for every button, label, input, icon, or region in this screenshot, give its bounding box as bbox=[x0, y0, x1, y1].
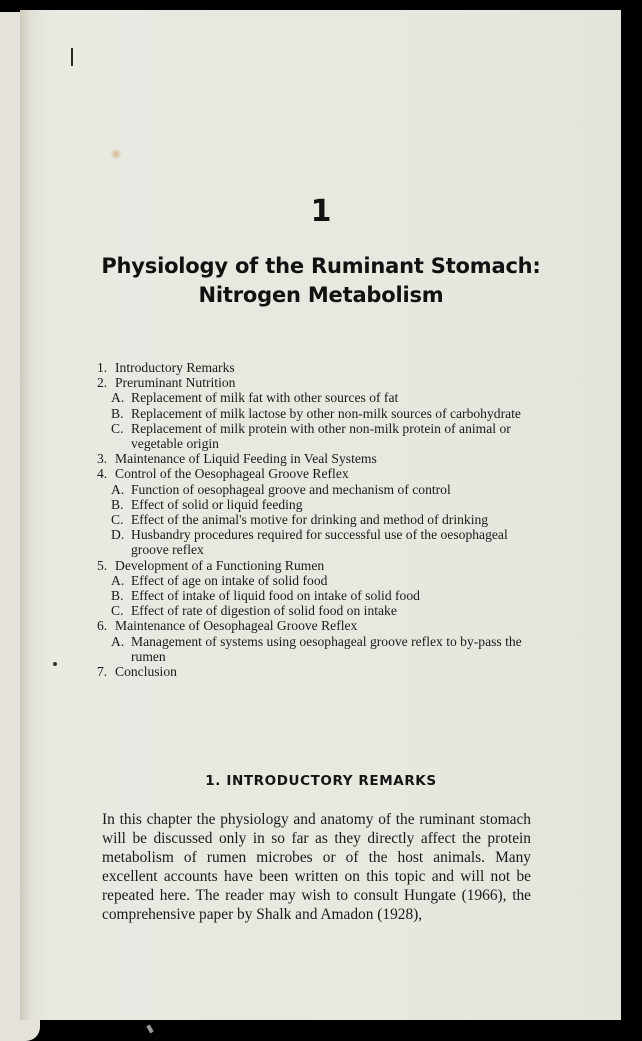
chapter-contents-list bbox=[97, 360, 537, 679]
chapter-title-line1: Physiology of the Ruminant Stomach: bbox=[101, 254, 541, 278]
contents-sub-text: Effect of rate of digestion of solid food on intake bbox=[131, 603, 397, 619]
contents-text: Introductory Remarks bbox=[115, 360, 235, 375]
contents-subentry bbox=[97, 390, 537, 405]
contents-number: 4. bbox=[97, 466, 108, 482]
contents-text: Maintenance of Liquid Feeding in Veal Systems bbox=[115, 451, 377, 467]
contents-subentry bbox=[97, 527, 537, 557]
contents-sub-text: Replacement of milk fat with other sources of fat bbox=[131, 390, 399, 406]
contents-number: 5. bbox=[97, 557, 108, 573]
contents-text: Control of the Oesophageal Groove Reflex bbox=[115, 466, 349, 482]
contents-sub-text: Effect of intake of liquid food on intake of solid food bbox=[131, 588, 420, 604]
contents-entry bbox=[97, 664, 537, 679]
contents-item bbox=[97, 360, 537, 375]
contents-item bbox=[97, 664, 537, 679]
contents-sub-text: Function of oesophageal groove and mechanism of control bbox=[131, 481, 451, 497]
contents-subentry bbox=[97, 421, 537, 451]
contents-subentry bbox=[97, 512, 537, 527]
contents-number: 1. bbox=[97, 360, 108, 375]
contents-text: Conclusion bbox=[115, 664, 177, 680]
contents-entry bbox=[97, 618, 537, 633]
contents-sub-letter: C. bbox=[111, 603, 124, 619]
contents-number: 2. bbox=[97, 375, 108, 391]
contents-entry bbox=[97, 360, 537, 375]
contents-sub-letter: A. bbox=[111, 481, 125, 497]
contents-item bbox=[97, 618, 537, 664]
contents-subentry bbox=[97, 406, 537, 421]
contents-number: 7. bbox=[97, 664, 108, 680]
contents-sub-text: Husbandry procedures required for successful use of the oesophageal groove reflex bbox=[131, 527, 508, 558]
contents-item bbox=[97, 451, 537, 466]
contents-subentry bbox=[97, 482, 537, 497]
contents-sub-letter: C. bbox=[111, 512, 124, 528]
contents-subentry bbox=[97, 573, 537, 588]
contents-item bbox=[97, 375, 537, 451]
contents-sub-letter: B. bbox=[111, 405, 124, 421]
ink-speck bbox=[53, 662, 57, 666]
contents-entry bbox=[97, 375, 537, 390]
contents-sub-letter: D. bbox=[111, 527, 125, 543]
contents-sub-text: Effect of age on intake of solid food bbox=[131, 572, 328, 588]
contents-subentry bbox=[97, 634, 537, 664]
contents-subentry bbox=[97, 603, 537, 618]
contents-sub-letter: C. bbox=[111, 420, 124, 436]
contents-sub-text: Effect of the animal's motive for drinking and method of drinking bbox=[131, 512, 489, 528]
contents-sub-letter: A. bbox=[111, 633, 125, 649]
contents-sub-letter: B. bbox=[111, 588, 124, 604]
chapter-number: 1 bbox=[310, 194, 332, 229]
contents-item bbox=[97, 558, 537, 619]
gutter-shadow bbox=[20, 10, 30, 1020]
contents-sub-text: Replacement of milk protein with other non-milk protein of animal or vegetable origin bbox=[131, 420, 511, 452]
contents-number: 3. bbox=[97, 451, 108, 467]
foxing-stain bbox=[110, 148, 122, 160]
contents-item bbox=[97, 466, 537, 557]
contents-subentry bbox=[97, 497, 537, 512]
chapter-title-line2: Nitrogen Metabolism bbox=[198, 283, 444, 307]
contents-sub-letter: A. bbox=[111, 572, 125, 588]
contents-sub-text: Effect of solid or liquid feeding bbox=[131, 496, 303, 512]
contents-sub-letter: A. bbox=[111, 390, 125, 406]
contents-sub-letter: B. bbox=[111, 496, 124, 512]
margin-mark bbox=[71, 48, 73, 66]
contents-text: Development of a Functioning Rumen bbox=[115, 557, 325, 573]
contents-entry bbox=[97, 466, 537, 481]
contents-text: Maintenance of Oesophageal Groove Reflex bbox=[115, 618, 358, 634]
contents-number: 6. bbox=[97, 618, 108, 634]
body-paragraph: In this chapter the physiology and anatomy of the ruminant stomach will be discussed only in so far as they directly affect the protein metabolism of rumen microbes or of the host animals. Many excellent accounts have been written on this topic and will not be repeated here. The reader may wish to consult Hungate (1966), the comprehensive paper by Shalk and Amadon (1928), bbox=[102, 811, 531, 923]
contents-sub-text: Replacement of milk lactose by other non-milk sources of carbohydrate bbox=[131, 405, 521, 421]
contents-text: Preruminant Nutrition bbox=[115, 375, 236, 391]
contents-entry bbox=[97, 558, 537, 573]
contents-entry bbox=[97, 451, 537, 466]
chapter-title bbox=[0, 252, 642, 310]
bottom-mark bbox=[146, 1025, 153, 1034]
contents-subentry bbox=[97, 588, 537, 603]
contents-sub-text: Management of systems using oesophageal groove reflex to by-pass the rumen bbox=[131, 633, 522, 664]
section-heading: 1. INTRODUCTORY REMARKS bbox=[205, 773, 437, 789]
